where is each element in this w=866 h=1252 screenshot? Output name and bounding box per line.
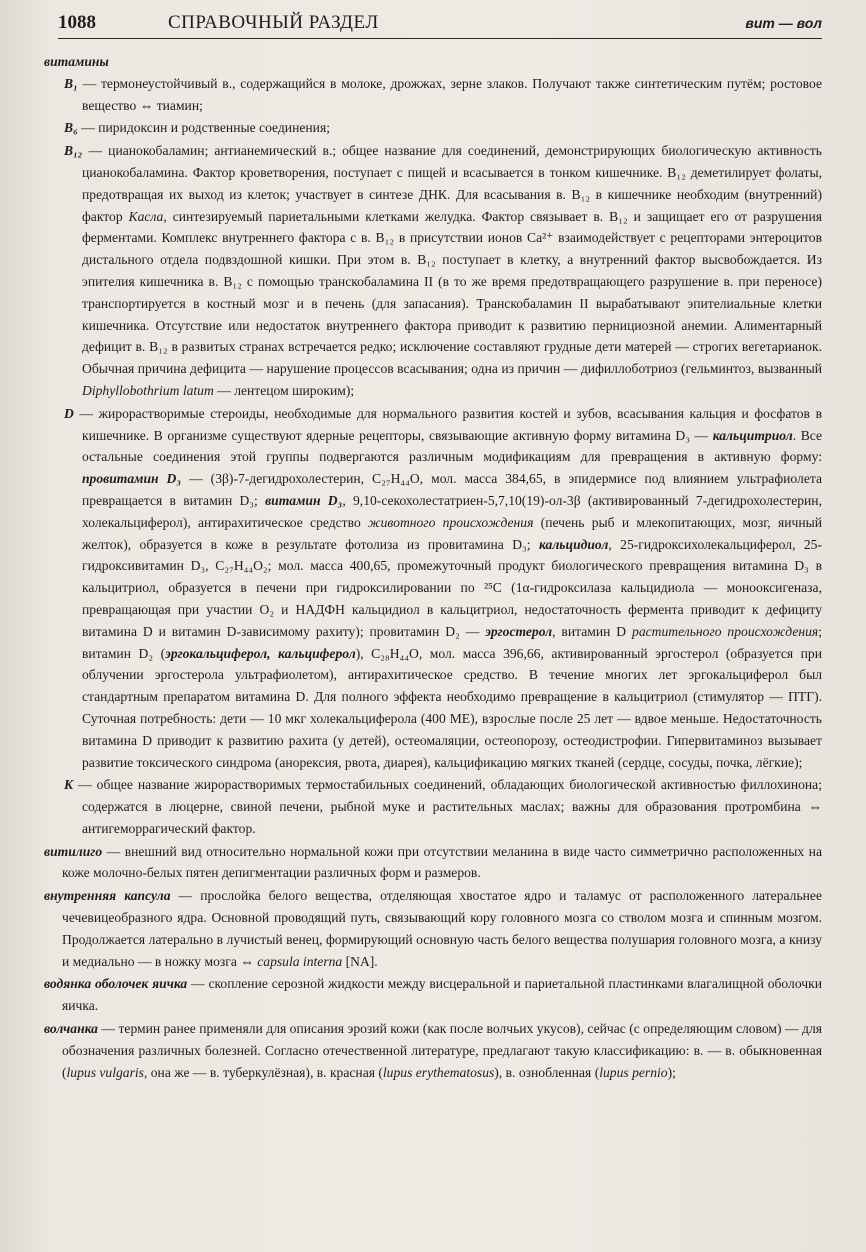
entry-text: — лентецом широким); bbox=[213, 382, 355, 398]
page-header bbox=[58, 12, 822, 39]
latin-term: capsula interna bbox=[257, 953, 343, 969]
entry-head: B₁ bbox=[64, 75, 78, 91]
entry-text: ); bbox=[667, 1064, 676, 1080]
entry-text: , синтезируемый париетальными клетками желудка. Фактор связывает в. B₁₂ и защищает его от разрушения ферментами. Комплекс внутреннего фактора с в. B₁₂ в присутствии ионов Ca²⁺ взаимодействует с рецепторами энтероцитов дистального отдела подвздошной кишки. При этом в. B₁₂ поступает в клетку, а внутренний фактор высвобождается. Из эпителия кишечника в. B₁₂ с помощью транскобаламина II (в то же время предотвращающего разрушение в. при переносе) транспортируется в костный мозг и в печень (для запасания). Транскобаламин II вырабатывают эпителиальные клетки кишечника. Отсутствие или недостаток внутреннего фактора приводит к развитию пернициозной анемии. Алиментарный дефицит в. B₁₂ в развитых странах встречается редко; исключение составляют грудные дети матерей — строгих вегетарианок. Обычная причина дефицита — нарушение процессов всасывания; одна из причин — дифиллоботриоз (гельминтоз, вызванный bbox=[82, 208, 823, 377]
entry-text: — прослойка белого вещества, отделяющая хвостатое ядро и таламус от расположенного латеральнее чечевицеобразного ядра. Основной проводящий путь, связывающий кору головного мозга со стволом мозга и спинным мозгом. Продолжается латерально в лучистый венец, формирующий основную часть белого вещества полушария головного мозга, а книзу и медиально — в ножку мозга ⇔ bbox=[62, 888, 822, 969]
entry-text: — внешний вид относительно нормальной кожи при отсутствии меланина в виде часто симметрично расположенных на коже молочно-белых пятен депигментации различных форм и размеров. bbox=[62, 843, 822, 881]
entry-head: B₁₂ bbox=[64, 143, 83, 159]
bold-term: эргокальциферол, кальциферол bbox=[165, 645, 356, 661]
italic-term: животного происхождения bbox=[367, 514, 534, 530]
entry-term: внутренняя капсула bbox=[44, 888, 171, 904]
bold-term: эргостерол bbox=[485, 623, 553, 639]
latin-term: lupus erythematosus bbox=[382, 1064, 495, 1080]
entry-text: (печень рыб и млекопитающих, мозг, яичный желток), образуется в коже в результате фотолиза из провитамина D₃; bbox=[82, 514, 822, 552]
entry-text: ; витамин D₂ ( bbox=[82, 623, 822, 661]
bold-term: кальцитриол bbox=[712, 427, 793, 443]
entry-vitamins-heading: витамины bbox=[44, 54, 109, 69]
entry-head: K bbox=[64, 777, 74, 793]
latin-term: lupus vulgaris bbox=[66, 1064, 144, 1080]
entry-text: , она же — в. туберкулёзная), в. красная ( bbox=[143, 1064, 383, 1080]
entry-vitamin-b12 bbox=[44, 140, 822, 402]
entry-vitamin-b1 bbox=[44, 73, 822, 117]
entry-text: — скопление серозной жидкости между висцеральной и париетальной пластинками влагалищной оболочки яичка. bbox=[62, 976, 822, 1014]
entry-vitamin-d bbox=[44, 403, 822, 774]
entry-text: — общее название жирорастворимых термостабильных соединений, обладающих биологической активностью филлохинона; содержатся в люцерне, свиной печени, рыбной муке и растительных маслах; важны для образования протромбина ⇔ антигеморрагический фактор. bbox=[73, 777, 822, 836]
entry-vitamin-b6 bbox=[44, 117, 822, 139]
entry-text: ), C₂₈H₄₄O, мол. масса 396,66, активированный эргостерол (образуется при облучении эргостерола ультрафиолетом), антирахитическое средство. В течение многих лет эргокальциферол был стандартным препаратом витамина D. Для полного эффекта необходимо превращение в кальцитриол (стимулятор — ПТГ). Суточная потребность: дети — 10 мкг холекальциферола (400 МЕ), взрослые после 25 лет — вдвое меньше. Недостаточность витамина D приводит к развитию рахита (у детей), остеомаляции, остеопорозу, остеодистрофии. Гипервитаминоз вызывает развитие токсического синдрома (анорексия, рвота, диарея), кальцификацию мягких тканей (сердце, сосуды, почка, лёгкие); bbox=[82, 645, 822, 770]
entry-text: , 25-гидроксихолекальциферол, 25-гидроксивитамин D₃, C₂₇H₄₄O₂; мол. масса 400,65, промежуточный продукт биологического превращения витамина D₃ в кальцитриол, образуется в печени при гидроксилировании по ²⁵C (1α-гидроксилаза кальцидиола — монооксигеназа, превращающая при участии O₂ и НАДФН кальцидиол в кальцитриол, недостаточность фермента приводит к дефициту витамина D и витамин D-зависимому рахиту); провитамин D₂ — bbox=[82, 536, 823, 639]
page-number: 1088 bbox=[58, 12, 96, 33]
entry-term: водянка оболочек яичка bbox=[44, 976, 188, 992]
entry-text: — цианокобаламин; антианемический в.; общее название для соединений, демонстрирующих биологическую активность цианокобаламина. Фактор кроветворения, поступает с пищей и всасывается в тонком кишечнике. B₁₂ деметилирует фолаты, предотвращая их выход из клеток; участвует в синтезе ДНК. Для всасывания в. B₁₂ в кишечнике необходим (внутренний) фактор bbox=[82, 143, 822, 224]
entry-text: . Все остальные соединения этой группы подвергаются различным модификациям для превращения в активную форму: bbox=[82, 427, 822, 465]
bold-term: витамин D₃ bbox=[265, 492, 343, 508]
entry-text: , витамин D bbox=[552, 623, 633, 639]
entry-text: — (3β)-7-дегидрохолестерин, C₂₇H₄₄O, мол. масса 384,65, в эпидермисе под влиянием ультрафиолета превращается в витамин D₃; bbox=[82, 471, 822, 508]
latin-term: lupus pernio bbox=[599, 1064, 668, 1080]
entry-hydrocele bbox=[44, 973, 822, 1017]
entry-text: — термонеустойчивый в., содержащийся в молоке, дрожжах, зерне злаков. Получают также синтетическим путём; ростовое вещество ⇔ тиамин; bbox=[77, 75, 822, 113]
entry-lupus bbox=[44, 1018, 822, 1083]
entry-head: D bbox=[64, 405, 74, 421]
italic-term: Касла bbox=[128, 208, 164, 224]
section-title: СПРАВОЧНЫЙ РАЗДЕЛ bbox=[168, 12, 379, 33]
bold-term: кальцидиол bbox=[538, 536, 609, 552]
latin-term: Diphyllobothrium latum bbox=[82, 382, 214, 398]
entry-text: , 9,10-секохолестатриен-5,7,10(19)-ол-3β (активированный 7-дегидрохолестерин, холекальциферол), антирахитическое средство bbox=[82, 492, 822, 530]
entry-text: — пиридоксин и родственные соединения; bbox=[77, 120, 330, 136]
entry-term: волчанка bbox=[44, 1021, 98, 1037]
entry-internal-capsule bbox=[44, 885, 822, 972]
entry-head: B₆ bbox=[64, 120, 78, 136]
entry-vitamin-k bbox=[44, 774, 822, 839]
dictionary-content bbox=[44, 51, 822, 1083]
entry-text: — жирорастворимые стероиды, необходимые для нормального развития костей и зубов, всасывания кальция и фосфатов в кишечнике. В организме существуют ядерные рецепторы, связывающие активную форму витамина D₃ — bbox=[73, 405, 822, 443]
bold-term: провитамин D₃ bbox=[82, 471, 182, 487]
entry-vitiligo bbox=[44, 841, 822, 885]
running-head: вит — вол bbox=[745, 15, 822, 31]
entry-text: [NA]. bbox=[342, 953, 378, 969]
entry-text: — термин ранее применяли для описания эрозий кожи (как после волчьих укусов), сейчас (с определяющим словом) — для обозначения различных болезней. Согласно отечественной литературе, предлагают такую классификацию: в. — в. обыкновенная ( bbox=[62, 1021, 822, 1080]
entry-text: ), в. ознобленная ( bbox=[494, 1064, 600, 1080]
italic-term: растительного происхождения bbox=[632, 623, 819, 639]
entry-term: витилиго bbox=[44, 843, 103, 859]
